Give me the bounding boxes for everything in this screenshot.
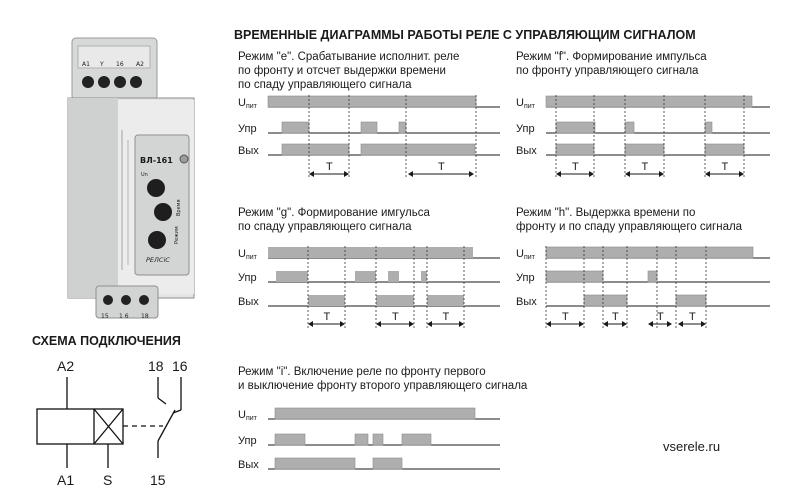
arrow-right-icon	[409, 321, 414, 327]
signal-pulse	[584, 295, 627, 306]
schema-label-a1: A1	[57, 472, 75, 488]
output-signal-label: Вых	[516, 296, 537, 308]
arrow-right-icon	[659, 171, 664, 177]
signal-pulse	[276, 271, 308, 282]
device-knob-label: Режим	[174, 226, 180, 244]
schema-label-18: 18	[148, 358, 164, 374]
device-terminal-label: A2	[136, 61, 144, 68]
arrow-right-icon	[579, 321, 584, 327]
signal-pulse	[625, 144, 664, 155]
mode-i-caption-line-2: и выключение фронту второго управляющего сигнала	[238, 380, 528, 392]
arrow-right-icon	[739, 171, 744, 177]
connection-schema	[32, 334, 188, 488]
supply-label: Uпит	[238, 248, 257, 261]
control-signal-label: Упр	[238, 272, 257, 284]
device-terminal-label: 16	[116, 61, 124, 68]
time-interval-label: T	[323, 311, 331, 323]
output-signal-label: Вых	[238, 145, 259, 157]
arrow-left-icon	[308, 321, 313, 327]
signal-pulse	[705, 122, 712, 133]
arrow-right-icon	[469, 171, 474, 177]
signal-pulse	[355, 271, 376, 282]
signal-pulse	[388, 271, 399, 282]
time-interval-label: T	[721, 161, 729, 173]
signal-pulse	[546, 96, 752, 107]
arrow-left-icon	[625, 171, 630, 177]
time-interval-label: T	[562, 311, 569, 323]
supply-label: Uпит	[238, 97, 257, 110]
mode-e-caption-line-1: Режим "e". Срабатывание исполнит. реле	[238, 51, 460, 63]
control-signal-label: Упр	[516, 272, 535, 284]
arrow-left-icon	[427, 321, 432, 327]
signal-pulse	[275, 434, 305, 445]
device-terminal-label: 15	[101, 313, 109, 320]
control-signal-label: Упр	[238, 123, 257, 135]
signal-pulse	[268, 96, 476, 107]
device-knob-label: Время	[176, 199, 182, 216]
time-interval-label: T	[612, 311, 619, 323]
signal-pulse	[402, 434, 431, 445]
signal-pulse	[373, 434, 383, 445]
signal-pulse	[361, 144, 475, 155]
supply-label-sub: пит	[523, 254, 535, 261]
knob-time-icon	[154, 203, 172, 221]
signal-pulse	[648, 271, 657, 282]
arrow-left-icon	[309, 171, 314, 177]
arrow-left-icon	[603, 321, 608, 327]
device-model: ВЛ-161	[140, 156, 173, 165]
time-interval-label: T	[442, 311, 450, 323]
time-interval-label: T	[641, 161, 649, 173]
output-signal-label: Вых	[238, 459, 259, 471]
signal-pulse	[282, 144, 349, 155]
signal-pulse	[676, 295, 706, 306]
page-title: ВРЕМЕННЫЕ ДИАГРАММЫ РАБОТЫ РЕЛЕ С УПРАВЛЯЮЩИМ СИГНАЛОМ	[234, 28, 696, 42]
arrow-left-icon	[705, 171, 710, 177]
timing-diagram-h	[516, 246, 770, 328]
signal-pulse	[427, 295, 464, 306]
signal-pulse	[373, 458, 402, 469]
signal-pulse	[282, 122, 309, 133]
timing-diagram-e	[238, 95, 500, 178]
arrow-right-icon	[667, 321, 672, 327]
supply-label-sub: пит	[245, 103, 257, 110]
supply-label-sub: пит	[245, 254, 257, 261]
signal-pulse	[361, 122, 377, 133]
time-interval-label: T	[438, 161, 445, 173]
arrow-left-icon	[678, 321, 683, 327]
relay-coil-icon	[37, 409, 123, 444]
signal-pulse	[268, 247, 473, 258]
signal-pulse	[625, 122, 634, 133]
arrow-left-icon	[376, 321, 381, 327]
arrow-left-icon	[546, 321, 551, 327]
device-terminal-label: 1 6	[119, 313, 129, 320]
time-interval-label: T	[572, 161, 579, 173]
mode-e-caption-line-2: по фронту и отсчет выдержки времени	[238, 65, 446, 77]
signal-pulse	[421, 271, 427, 282]
timing-diagram-f	[516, 95, 770, 178]
device-terminal-label: A1	[82, 61, 90, 68]
signal-pulse	[546, 247, 753, 258]
arrow-right-icon	[459, 321, 464, 327]
output-signal-label: Вых	[516, 145, 537, 157]
schema-label-s: S	[103, 472, 113, 488]
schema-label-a2: A2	[57, 358, 75, 374]
schema-title: СХЕМА ПОДКЛЮЧЕНИЯ	[32, 334, 181, 348]
mode-f-caption-line-1: Режим "f". Формирование импульса	[516, 51, 707, 63]
supply-label-sub: пит	[523, 103, 535, 110]
control-signal-label: Упр	[516, 123, 535, 135]
arrow-right-icon	[589, 171, 594, 177]
mode-f-caption-line-2: по фронту управляющего сигнала	[516, 65, 699, 77]
arrow-left-icon	[408, 171, 413, 177]
signal-pulse	[275, 458, 355, 469]
mode-h-caption-line-1: Режим "h". Выдержка времени по	[516, 207, 696, 219]
arrow-right-icon	[701, 321, 706, 327]
supply-label: Uпит	[238, 409, 257, 422]
schema-label-15: 15	[150, 472, 166, 488]
signal-pulse	[546, 271, 603, 282]
signal-pulse	[556, 122, 595, 133]
control-signal-label: Упр	[238, 435, 257, 447]
mode-e-caption-line-3: по спаду управляющего сигнала	[238, 79, 412, 91]
time-interval-label: T	[326, 161, 333, 173]
watermark: vserele.ru	[663, 439, 721, 454]
knob-mode-icon	[148, 231, 166, 249]
time-interval-label: T	[689, 311, 696, 323]
signal-pulse	[705, 144, 744, 155]
device-knob-label: Un	[141, 172, 148, 178]
knob-un-icon	[147, 179, 165, 197]
supply-label-sub: пит	[245, 415, 257, 422]
mode-i-caption-line-1: Режим "i". Включение реле по фронту первого	[238, 366, 486, 378]
arrow-right-icon	[340, 321, 345, 327]
time-interval-label: T	[392, 311, 399, 323]
signal-pulse	[308, 295, 345, 306]
timing-diagram-i	[238, 408, 500, 471]
mode-g-caption-line-1: Режим "g". Формирование имгульса	[238, 207, 430, 219]
signal-pulse	[275, 408, 475, 419]
device-brand: РЕЛСiС	[146, 256, 170, 264]
signal-pulse	[355, 434, 368, 445]
signal-pulse	[399, 122, 406, 133]
supply-label: Uпит	[516, 97, 535, 110]
output-signal-label: Вых	[238, 296, 259, 308]
arrow-left-icon	[556, 171, 561, 177]
timing-diagram-g	[238, 246, 500, 328]
time-interval-label: T	[657, 311, 664, 323]
mode-g-caption-line-2: по спаду управляющего сигнала	[238, 221, 412, 233]
supply-label: Uпит	[516, 248, 535, 261]
signal-pulse	[376, 295, 414, 306]
schema-label-16: 16	[172, 358, 188, 374]
mode-h-caption-line-2: фронту и по спаду управляющего сигнала	[516, 221, 743, 233]
device-terminal-label: Y	[100, 61, 104, 68]
device-terminal-label: 18	[141, 313, 149, 320]
signal-pulse	[556, 144, 594, 155]
relay-device-image	[68, 38, 194, 320]
arrow-right-icon	[622, 321, 627, 327]
arrow-right-icon	[344, 171, 349, 177]
arrow-left-icon	[648, 321, 653, 327]
